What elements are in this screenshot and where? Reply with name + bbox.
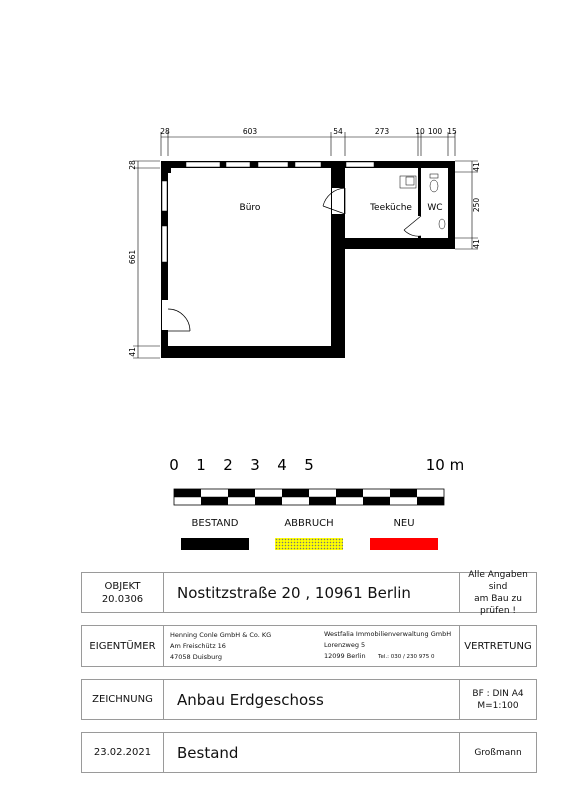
rep-line-2: Lorenzweg 5 <box>324 641 366 649</box>
drawing-label-cell <box>82 680 163 719</box>
owner-address-cell <box>163 626 312 666</box>
drawing-label: ZEICHNUNG <box>92 694 153 705</box>
rep-address-cell <box>318 626 459 666</box>
legend-label-neu: NEU <box>393 518 415 529</box>
scale-tick-4: 4 <box>277 456 287 474</box>
dim-top-3: 273 <box>374 127 390 136</box>
format-text: BF : DIN A4 <box>472 688 524 699</box>
door-entrance <box>162 300 190 331</box>
dim-top-5: 100 <box>427 127 443 136</box>
title-block-datum <box>81 732 537 773</box>
door-teekueche <box>323 188 345 214</box>
kitchen-fixtures <box>400 176 416 188</box>
objekt-cell <box>82 573 163 612</box>
scale-text: M=1:100 <box>477 700 519 711</box>
dimension-line-top <box>161 132 455 156</box>
note-line-2: am Bau zu prüfen ! <box>474 593 522 616</box>
status-cell <box>163 733 459 772</box>
dim-left-2: 41 <box>128 347 137 357</box>
wc-fixtures <box>430 174 445 229</box>
address-text: Nostitzstraße 20 , 10961 Berlin <box>177 583 411 602</box>
dim-right-0: 41 <box>472 162 481 172</box>
owner-line-2: Am Freischütz 16 <box>170 641 226 650</box>
dim-top-6: 15 <box>447 127 457 136</box>
room-label-buero: Büro <box>239 203 261 213</box>
owner-label: EIGENTÜMER <box>89 640 156 652</box>
dim-top-1: 603 <box>242 127 258 136</box>
title-block-eigentuemer <box>81 625 537 667</box>
author-text: Großmann <box>474 747 522 758</box>
drawing-title: Anbau Erdgeschoss <box>177 690 324 709</box>
room-label-teekueche: Teeküche <box>370 203 412 213</box>
legend-label-abbruch: ABBRUCH <box>284 518 334 529</box>
dim-top-0: 28 <box>160 127 170 136</box>
owner-line-1: Henning Conle GmbH & Co. KG <box>170 630 272 639</box>
objekt-label: OBJEKT <box>104 580 141 592</box>
title-block-objekt <box>81 569 537 616</box>
rep-label: VERTRETUNG <box>464 640 532 652</box>
dimension-line-left <box>133 161 160 358</box>
dim-top-4: 10 <box>415 127 425 136</box>
room-label-wc: WC <box>427 203 443 213</box>
door-wc <box>404 216 421 236</box>
scale-bar <box>174 489 444 505</box>
dim-top-2: 54 <box>333 127 343 136</box>
dim-left-1: 661 <box>128 249 137 265</box>
legend-label-bestand: BESTAND <box>191 518 239 529</box>
owner-line-3: 47058 Duisburg <box>170 652 222 661</box>
note-cell <box>459 569 536 616</box>
scale-tick-2: 2 <box>223 456 233 474</box>
dim-left-0: 28 <box>128 160 137 170</box>
owner-label-cell <box>82 626 163 666</box>
scale-tick-10: 10 m <box>425 456 465 474</box>
dim-right-2: 41 <box>472 239 481 249</box>
scale-tick-3: 3 <box>250 456 260 474</box>
drawing-title-cell <box>163 680 459 719</box>
rep-line-3: 12099 Berlin <box>324 652 366 660</box>
format-cell <box>459 680 536 719</box>
legend-swatch-abbruch <box>275 538 343 550</box>
legend-swatch-neu <box>370 538 438 550</box>
date-cell <box>82 733 163 772</box>
author-cell <box>459 733 536 772</box>
rep-line-3-row <box>324 651 435 663</box>
scale-tick-1: 1 <box>196 456 206 474</box>
note-line-1: Alle Angaben sind <box>468 569 528 592</box>
title-block-zeichnung <box>81 679 537 720</box>
rep-line-1: Westfalia Immobilienverwaltung GmbH <box>324 630 452 638</box>
date-text: 23.02.2021 <box>93 747 152 758</box>
legend-swatch-bestand <box>181 538 249 550</box>
scale-tick-0: 0 <box>169 456 179 474</box>
walls <box>161 161 455 358</box>
rep-telephone: Tel.: 030 / 230 975 0 <box>378 654 435 660</box>
objekt-number: 20.0306 <box>101 593 144 605</box>
status-text: Bestand <box>177 743 239 762</box>
address-cell <box>163 573 459 612</box>
dim-right-1: 250 <box>472 197 481 213</box>
rep-label-cell <box>459 626 536 666</box>
scale-tick-5: 5 <box>304 456 314 474</box>
